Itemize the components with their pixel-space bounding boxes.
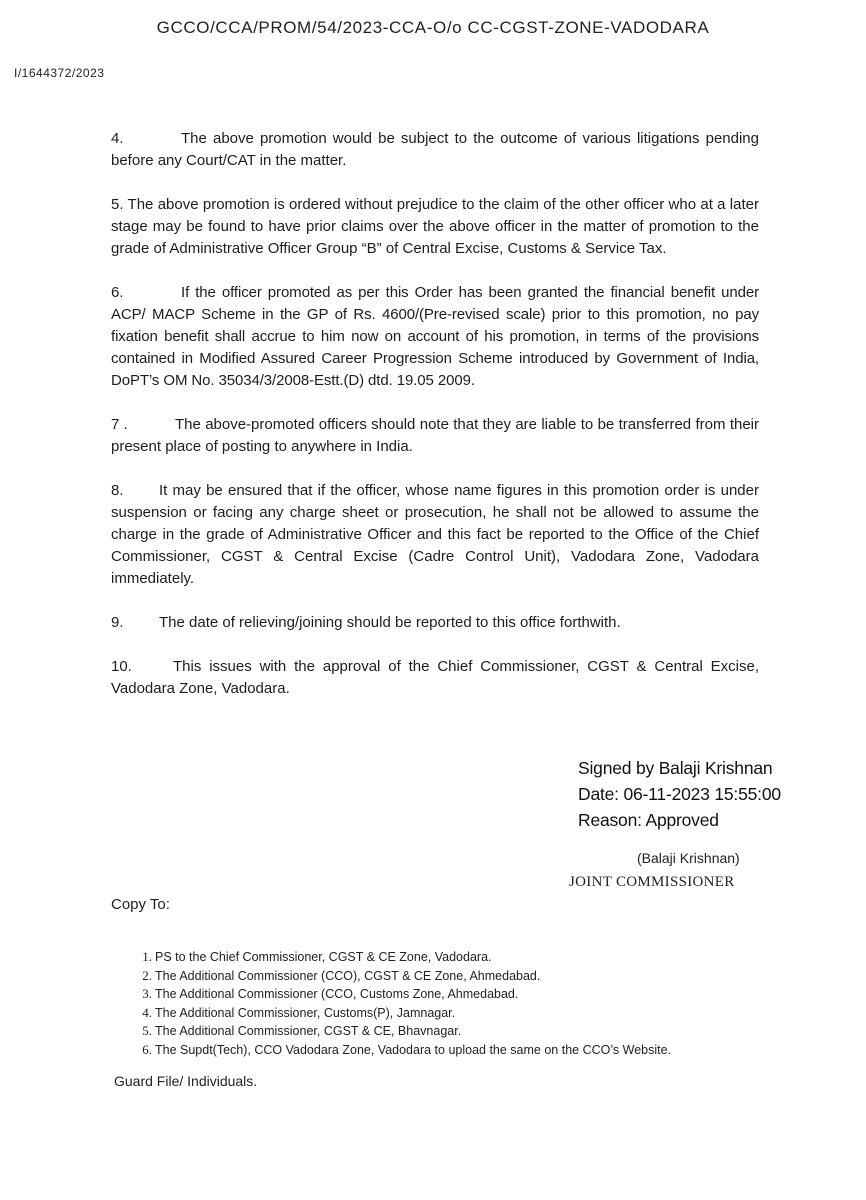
signature-reason-line: Reason: Approved — [578, 810, 719, 830]
paragraph-number: 7 . — [111, 416, 128, 433]
paragraph-number: 5. — [111, 196, 124, 213]
paragraph-number: 4. — [111, 130, 124, 147]
copy-item-number: 3. — [142, 986, 152, 1002]
copy-to-item — [120, 1004, 671, 1023]
paragraph-number: 9. — [111, 614, 124, 631]
paragraph-6 — [111, 282, 759, 392]
paragraph-8 — [111, 480, 759, 590]
paragraph-text: The above promotion would be subject to the outcome of various litigations pending before any Court/CAT in the matter. — [111, 130, 759, 169]
copy-item-number: 6. — [142, 1041, 152, 1057]
copy-to-item — [120, 948, 671, 967]
copy-item-text: The Additional Commissioner, Customs(P), Jamnagar. — [155, 1005, 456, 1020]
copy-item-text: The Additional Commissioner, CGST & CE, Bhavnagar. — [155, 1024, 462, 1039]
paragraph-4 — [111, 128, 759, 172]
copy-to-heading: Copy To: — [111, 896, 170, 913]
paragraph-text: The above-promoted officers should note that they are liable to be transferred from their present place of posting to anywhere in India. — [111, 416, 759, 455]
signature-date-line: Date: 06-11-2023 15:55:00 — [578, 784, 781, 804]
copy-to-list — [120, 948, 671, 1060]
copy-item-number: 2. — [142, 967, 152, 983]
paragraph-text: It may be ensured that if the officer, whose name figures in this promotion order is under suspension or facing any charge sheet or prosecution, he shall not be allowed to assume the charge in the grade of Administrative Officer and this fact be reported to the Office of the Chief Commissioner, CGST & Central Excise (Cadre Control Unit), Vadodara Zone, Vadodara immediately. — [111, 482, 759, 587]
paragraph-text: The above promotion is ordered without prejudice to the claim of the other officer who at a later stage may be found to have prior claims over the above officer in the matter of promotion to the grade of Administrative Officer Group “B” of Central Excise, Customs & Service Tax. — [111, 196, 759, 257]
copy-to-item — [120, 1022, 671, 1041]
copy-item-text: The Supdt(Tech), CCO Vadodara Zone, Vadodara to upload the same on the CCO’s Website. — [155, 1042, 672, 1057]
paragraph-10 — [111, 656, 759, 700]
paragraph-9 — [111, 612, 759, 634]
copy-item-number: 5. — [142, 1023, 152, 1039]
paragraph-5 — [111, 194, 759, 260]
order-body — [111, 128, 759, 722]
paragraph-number: 6. — [111, 284, 124, 301]
copy-to-item — [120, 967, 671, 986]
guard-file-line: Guard File/ Individuals. — [114, 1073, 258, 1089]
copy-item-text: The Additional Commissioner (CCO), CGST & CE Zone, Ahmedabad. — [155, 968, 541, 983]
digital-signature-block — [578, 755, 781, 833]
copy-item-text: PS to the Chief Commissioner, CGST & CE Zone, Vadodara. — [155, 950, 492, 964]
signatory-name: (Balaji Krishnan) — [637, 850, 740, 866]
paragraph-text: The date of relieving/joining should be reported to this office forthwith. — [159, 614, 621, 631]
signed-by-line: Signed by Balaji Krishnan — [578, 758, 773, 778]
copy-to-item — [120, 1041, 671, 1060]
copy-item-number: 1. — [142, 949, 152, 964]
copy-to-item — [120, 985, 671, 1004]
paragraph-number: 8. — [111, 482, 124, 499]
document-reference-header: GCCO/CCA/PROM/54/2023-CCA-O/o CC-CGST-ZONE-VADODARA — [156, 18, 710, 37]
paragraph-text: This issues with the approval of the Chief Commissioner, CGST & Central Excise, Vadodara Zone, Vadodara. — [111, 658, 759, 697]
file-number: I/1644372/2023 — [14, 66, 105, 80]
signatory-designation: JOINT COMMISSIONER — [569, 874, 735, 890]
copy-item-number: 4. — [142, 1004, 152, 1020]
paragraph-7 — [111, 414, 759, 458]
paragraph-text: If the officer promoted as per this Order has been granted the financial benefit under ACP/ MACP Scheme in the GP of Rs. 4600/(Pre-revised scale) prior to this promotion, no pay fixation benefit shall accrue to him now on account of his promotion, in terms of the provisions contained in Modified Assured Career Progression Scheme introduced by Government of India, DoPT’s OM No. 35034/3/2008-Estt.(D) dtd. 19.05 2009. — [111, 284, 759, 389]
paragraph-number: 10. — [111, 658, 132, 675]
copy-item-text: The Additional Commissioner (CCO, Customs Zone, Ahmedabad. — [155, 987, 519, 1002]
